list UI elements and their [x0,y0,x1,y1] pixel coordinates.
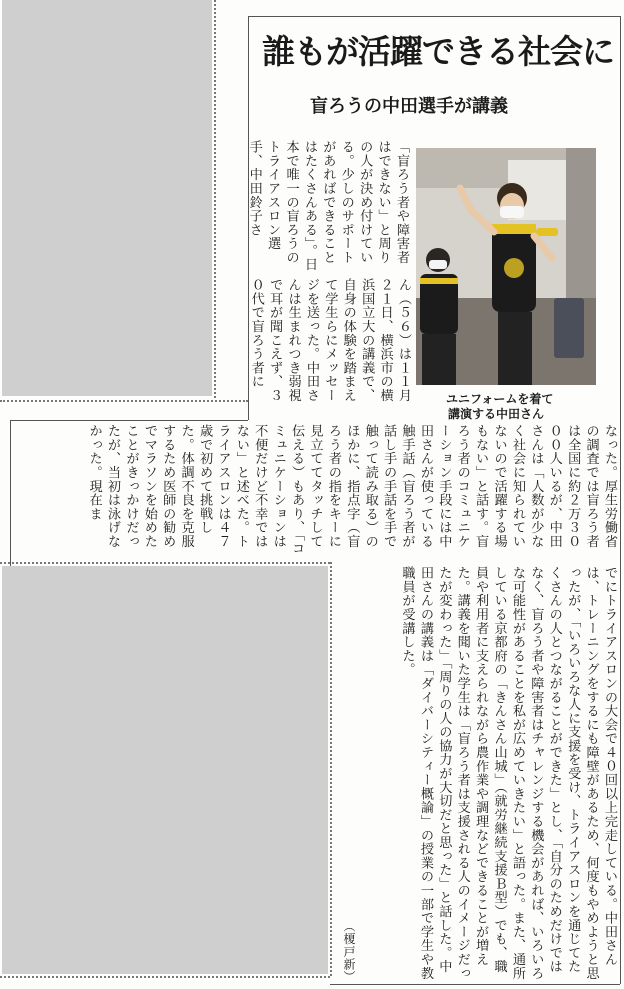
border-left-middle [10,420,11,566]
speaker-photo-illustration [416,148,596,385]
blank-area-bottom-left [2,566,328,974]
photo-caption-line-2: 講演する中田さん [448,407,545,421]
body-text-upper-right: ん（５６）は１１月２１日、横浜市の横浜国立大の講義で、自身の体験を踏まえて学生らにメッセージを送った。中田さんは生まれつき弱視で耳が聞こえず、３０代で盲ろう者に [248,278,411,403]
photo-caption [446,392,606,422]
article-photo [416,148,596,385]
body-text-upper-left: 「盲ろう者や障害者はできない」と周りの人が決め付けている。少しのサポートがあればできることはたくさんある」。日本で唯一の盲ろうのトライアスロン選手、中田鈴子さ [246,140,409,272]
photo-caption-line-1: ユニフォームを着て [446,392,554,406]
blank-area-top-left [2,0,212,396]
cut-line-horizontal-bottom-top [0,562,330,564]
border-mid [10,420,248,421]
subheadline: 盲ろうの中田選手が講義 [310,96,508,117]
body-text-lower: でにトライアスロンの大会で４０回以上完走している。中田さんは、トレーニングをするにも障壁があるため、何度もやめようと思ったが、「いろいろな人に支援を受け、トライアスロンを通じてたくさんの人とつながることができた」とし、「自分のためだけではなく、盲ろう者や障害者はチャレンジする機会があれば、いろいろな可能性があることを私が広めていきたい」と語った。また、通所している京都府の「きんさん山城」（就労継続支援Ｂ型）でも、職員や利用者に支えられながら農作業や調理などできることが増えた。講義を聞いた学生は「盲ろう者は支援される人のイメージだったが変わった」「周りの人の協力が大切だと思った」と話した。中田さんの講義は「ダイバーシティー概論」の授業の一部で学生や教職員が受講した。 [399,566,617,980]
border-right [620,16,621,984]
border-bottom [330,984,620,985]
border-top [248,16,620,17]
cut-line-horizontal-top [0,400,248,402]
cut-line-vertical-bottom [330,562,332,976]
cut-line-vertical-top [214,0,216,398]
cut-line-horizontal-bottom [0,976,330,978]
byline: （榎戸新） [342,920,356,983]
headline: 誰もが活躍できる社会に [262,32,614,71]
body-text-middle: なった。厚生労働省の調査では盲ろう者は全国に約２万３０００人いるが、中田さんは「人数が少なく社会に知られていないので活躍する場もない」と話す。盲ろう者のコミュニケーション手段には中田さんが使っている触手話（盲ろう者が話し手の手話を手で触って読み取る）のほかに、指点字（盲ろう者の指をキーに見立ててタッチして伝える）もあり、「コミュニケーションは不便だけど不幸ではない」と述べた。トライアスロンは４７歳で初めて挑戦した。体調不良を克服するため医師の勧めでマラソンを始めたことがきっかけだったが、当初は泳げなかった。現在ま [86,424,617,556]
